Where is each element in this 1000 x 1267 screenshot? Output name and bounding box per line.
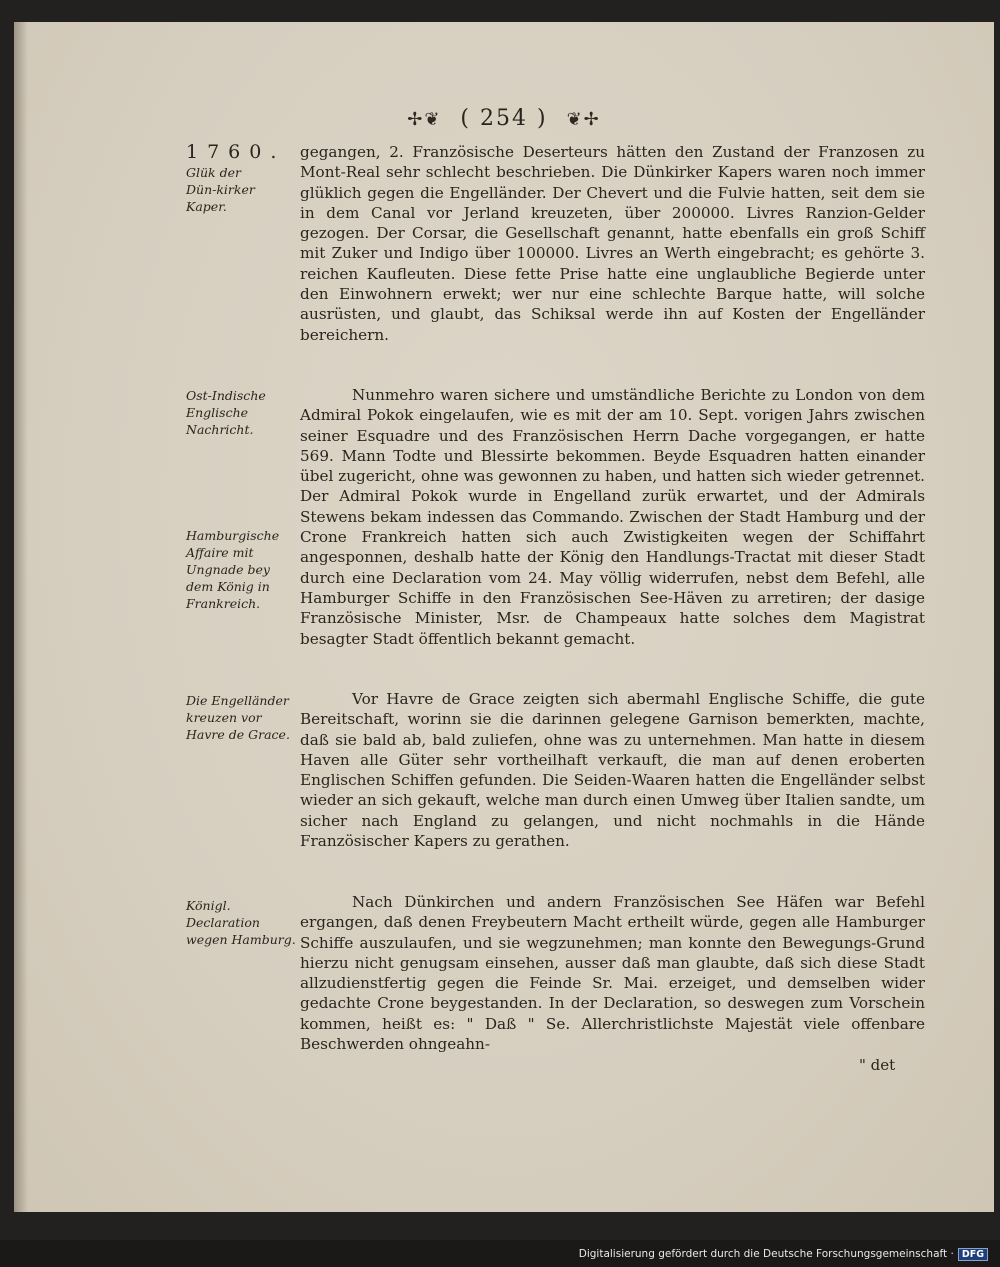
page-header bbox=[14, 106, 994, 131]
margin-note: Königl. Declaration wegen Hamburg. bbox=[186, 898, 296, 947]
margin-note: Die Engelländer kreuzen vor Havre de Grace. bbox=[186, 693, 290, 742]
right-ornament: ❦✢ bbox=[566, 109, 601, 130]
paragraph bbox=[300, 892, 925, 1054]
margin-note: Ost‑Indische Englische Nachricht. bbox=[186, 388, 266, 437]
year-label: 1760. bbox=[186, 141, 286, 163]
paragraph-text: gegangen, 2. Französische Deserteurs hätten den Zustand der Franzosen zu Mont‑Real sehr schlecht beschrieben. Die Dünkirker Kapers waren noch immer glüklich gegen die Engelländer. Der Chevert und die Fulvie hatten, seit dem sie in dem Canal vor Jerland kreuzeten, über 200000. Livres Ranzion‑Gelder gezogen. Der Corsar, die Gesellschaft genannt, hatte ebenfalls ein groß Schiff mit Zuker und Indigo über 100000. Livres an Werth eingebracht; es gehörte 3. reichen Kaufleuten. Diese fette Prise hatte eine unglaubliche Begierde unter den Einwohnern erwekt; wer nur eine schlechte Barque hatte, will solche ausrüsten, und glaubt, das Schiksal werde ihn auf Kosten der Engelländer bereichern. bbox=[300, 143, 925, 344]
paragraph-text: Vor Havre de Grace zeigten sich abermahl Englische Schiffe, die gute Bereitschaft, worinn sie die darinnen gelegene Garnison bemerkten, machte, daß sie bald ab, bald zuliefen, ohne was zu unternehmen. Man hatte in diesem Haven alle Güter sehr vortheilhaft verkauft, die man auf denen eroberten Englischen Schiffen gefunden. Die Seiden‑Waaren hatten die Engelländer selbst wieder an sich gekauft, welche man durch einen Umweg über Italien sandte, um sicher nach England zu gelangen, und nicht nochmahls in die Hände Französischer Kapers zu gerathen. bbox=[300, 690, 925, 851]
book-page bbox=[14, 22, 994, 1212]
catchword: " det bbox=[859, 1056, 896, 1074]
left-ornament: ✢❦ bbox=[407, 109, 442, 130]
margin-note: Hamburgische Affaire mit Ungnade bey dem König in Frankreich. bbox=[186, 528, 280, 611]
margin-note: Glük der Dün‑kirker Kaper. bbox=[186, 165, 255, 214]
credit-text: Digitalisierung gefördert durch die Deutsche Forschungsgemeinschaft · bbox=[578, 1248, 954, 1260]
paragraph bbox=[300, 385, 925, 649]
margin-year-block bbox=[186, 140, 298, 215]
dfg-logo[interactable]: DFG bbox=[958, 1248, 988, 1261]
paragraph bbox=[300, 689, 925, 851]
digitization-credit bbox=[579, 1247, 988, 1261]
paragraph-text: Nach Dünkirchen und andern Französischen See Häfen war Befehl ergangen, daß denen Freybeutern Macht ertheilt würde, gegen alle Hamburger Schiffe auszulaufen, und sie wegzunehmen; man konnte den Bewegungs‑Grund hierzu nicht genugsam einsehen, ausser daß man glaubte, daß sich diese Stadt allzudienstfertig gegen die Feinde Sr. Mai. erzeiget, und demselben wider gedachte Crone beygestanden. In der Declaration, so deswegen zum Vorschein kommen, heißt es: " Daß " Se. Allerchristlichste Majestät viele offenbare Beschwerden ohngeahn‑ bbox=[300, 893, 925, 1054]
paragraph-text: Nunmehro waren sichere und umständliche Berichte zu London von dem Admiral Pokok eingelaufen, wie es mit der am 10. Sept. vorigen Jahrs zwischen seiner Esquadre und des Französischen Herrn Dache vorgegangen, er hatte 569. Mann Todte und Blessirte bekommen. Beyde Esquadren hatten einander übel zugericht, ohne was gewonnen zu haben, und hatten sich wieder getrennet. Der Admiral Pokok wurde in Engelland zurük erwartet, und der Admirals Stewens bekam indessen das Commando. Zwischen der Stadt Hamburg und der Crone Frankreich hatten sich auch Zwistigkeiten wegen der Schiffahrt angesponnen, deshalb hatte der König den Handlungs‑Tractat mit dieser Stadt durch eine Declaration vom 24. May völlig widerrufen, nebst dem Befehl, alle Hamburger Schiffe in den Französischen See‑Häven zu arretiren; der dasige Französische Minister, Msr. de Champeaux hatte solches dem Magistrat besagter Stadt öffentlich bekannt gemacht. bbox=[300, 386, 925, 648]
page-gutter-shadow bbox=[14, 22, 28, 1212]
paragraph bbox=[300, 142, 925, 345]
page-number: ( 254 ) bbox=[460, 106, 548, 131]
